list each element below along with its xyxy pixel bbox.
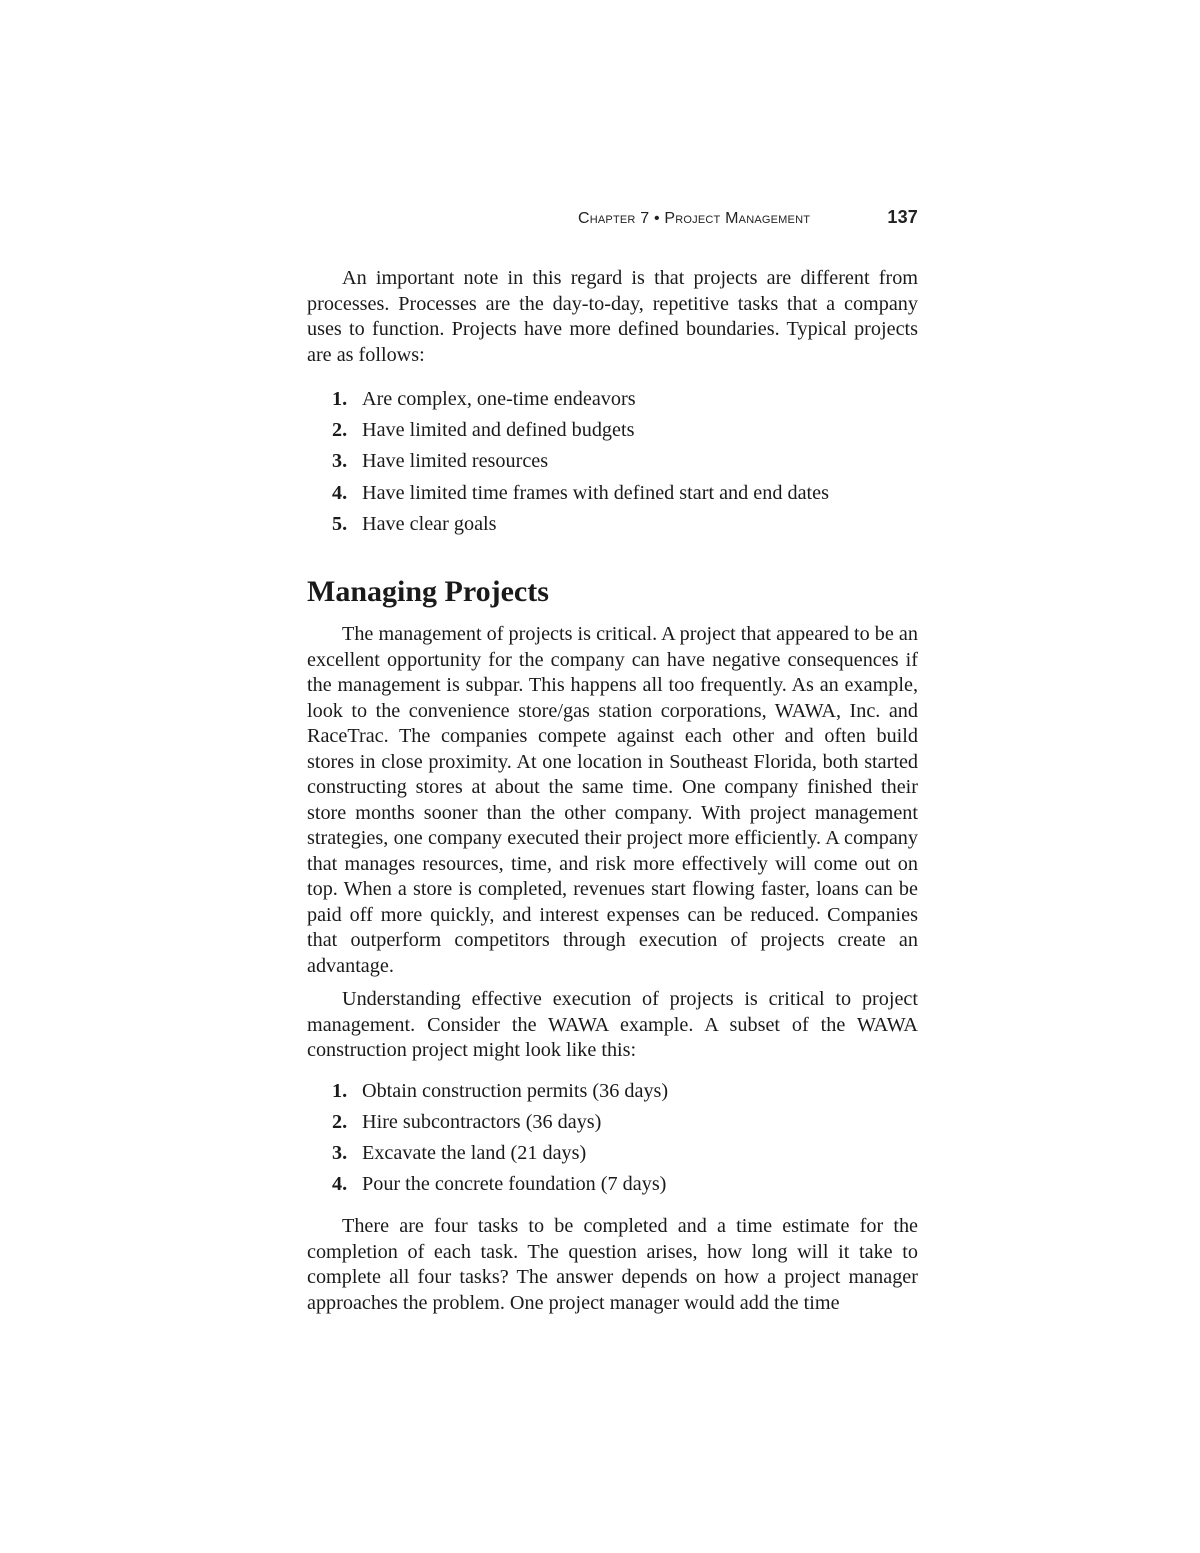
list-item (307, 509, 918, 540)
list-item (307, 446, 918, 477)
list-item-text: Excavate the land (21 days) (362, 1141, 587, 1164)
page-number: 137 (887, 207, 918, 227)
running-head (578, 206, 918, 232)
list-item-text: Are complex, one-time endeavors (362, 388, 636, 410)
list-item-text: Have limited and defined budgets (362, 419, 635, 442)
list-item-text: Hire subcontractors (36 days) (362, 1110, 602, 1133)
list-item-number: 5. (332, 512, 348, 535)
wawa-tasks-list (307, 1076, 918, 1201)
list-item (307, 1138, 918, 1169)
list-item-number: 4. (332, 1173, 348, 1196)
list-item-text: Have limited time frames with defined start and end dates (362, 481, 829, 504)
running-head-chapter: Chapter 7 • Project Management (578, 210, 811, 227)
list-item (307, 478, 918, 509)
list-item-number: 2. (332, 1110, 348, 1133)
list-item (307, 415, 918, 446)
list-item-number: 4. (332, 481, 348, 504)
managing-paragraph: The management of projects is critical. A project that appeared to be an excellent opportunity for the company can have negative consequences if the management is subpar. This happens all too frequently. As an example, look to the convenience store/gas station corporations, WAWA, Inc. and RaceTrac. The companies compete against each other and often build stores in close proximity. At one location in Southeast Florida, both started constructing stores at about the same time. One company finished their store months sooner than the other company. With project management strategies, one company executed their project more efficiently. A company that manages resources, time, and risk more effectively will come out on top. When a store is completed, revenues start flowing faster, loans can be paid off more quickly, and interest expenses can be reduced. Companies that outperform competitors through execution of projects create an advantage. (307, 623, 918, 977)
list-item-number: 3. (332, 1141, 348, 1164)
page-body (307, 266, 918, 1316)
list-item-number: 2. (332, 419, 348, 442)
list-item-number: 1. (332, 388, 348, 410)
list-item-number: 1. (332, 1079, 348, 1102)
four-tasks-paragraph: There are four tasks to be completed and a time estimate for the completion of each task. The question arises, how long will it take to complete all four tasks? The answer depends on how a project manager approaches the problem. One project manager would add the time (307, 1215, 918, 1314)
list-item-text: Obtain construction permits (36 days) (362, 1079, 669, 1102)
list-item-text: Pour the concrete foundation (7 days) (362, 1173, 667, 1196)
typical-projects-list (307, 384, 918, 540)
list-item-number: 3. (332, 450, 348, 473)
intro-paragraph: An important note in this regard is that projects are different from processes. Processes are the day-to-day, repetitive tasks that a company uses to function. Projects have more defined boundaries. Typical projects are as follows: (307, 267, 918, 366)
list-item (307, 384, 918, 415)
list-item-text: Have limited resources (362, 450, 549, 473)
list-item (307, 1107, 918, 1138)
understanding-paragraph: Understanding effective execution of projects is critical to project management. Consider the WAWA example. A subset of the WAWA construction project might look like this: (307, 988, 918, 1062)
list-item-text: Have clear goals (362, 512, 497, 535)
section-heading: Managing Projects (307, 575, 549, 609)
list-item (307, 1169, 918, 1200)
list-item (307, 1076, 918, 1107)
